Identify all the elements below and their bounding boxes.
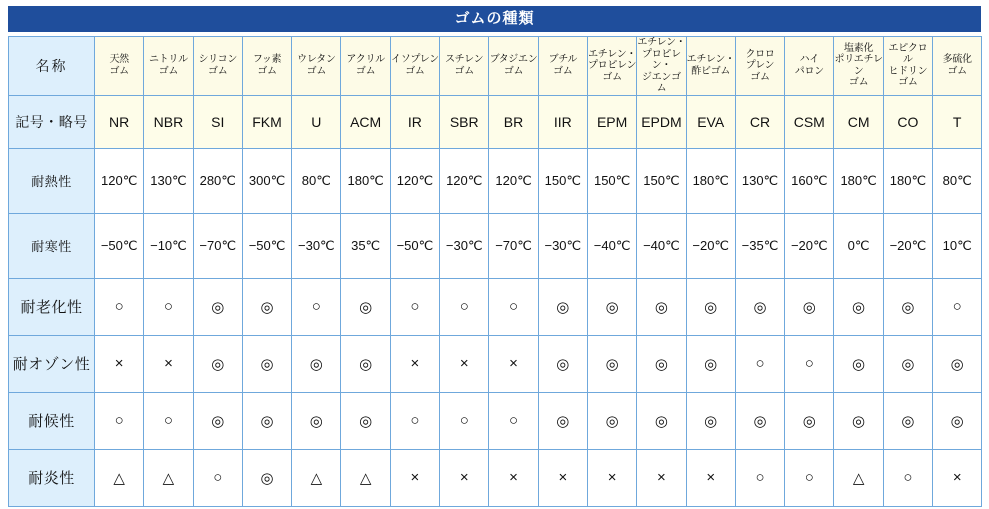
cell-cold-sbr: −30℃ [440,213,489,278]
column-header-line: ゴム [158,65,179,77]
cell-aging-nbr: ○ [144,278,193,335]
column-header-line: ゴム [553,65,573,77]
cell-aging-br: ○ [489,278,538,335]
cell-name-si [193,37,242,96]
table-row [9,95,982,148]
column-header-line: ゴム [602,71,622,83]
column-header-line: ゴム [355,65,376,77]
cell-flame-iir: × [538,449,587,506]
row-header-cold: 耐寒性 [9,213,95,278]
column-header-line: ゴム [947,65,967,77]
cell-ozone-nr: × [95,335,144,392]
column-header-line: ゴム [306,65,327,77]
cell-weather-ir: ○ [390,392,439,449]
cell-weather-si: ◎ [193,392,242,449]
cell-symbol-ir: IR [390,95,439,148]
cell-heat-ir: 120℃ [390,148,439,213]
cell-symbol-nbr: NBR [144,95,193,148]
cell-heat-co: 180℃ [883,148,932,213]
cell-name-br [489,37,538,96]
cell-heat-epm: 150℃ [587,148,636,213]
cell-ozone-csm: ○ [785,335,834,392]
cell-ozone-iir: ◎ [538,335,587,392]
cell-weather-co: ◎ [883,392,932,449]
cell-flame-epm: × [587,449,636,506]
cell-cold-br: −70℃ [489,213,538,278]
cell-symbol-eva: EVA [686,95,735,148]
cell-symbol-co: CO [883,95,932,148]
column-header-line: ハイ [799,54,819,66]
cell-weather-cr: ◎ [735,392,784,449]
cell-ozone-cr: ○ [735,335,784,392]
cell-flame-epdm: × [637,449,686,506]
column-header-line: ゴム [750,71,770,83]
column-header-line: ゴム [257,65,277,77]
cell-weather-acm: ◎ [341,392,390,449]
cell-flame-cm: △ [834,449,883,506]
cell-heat-t: 80℃ [933,148,982,213]
cell-ozone-fkm: ◎ [242,335,291,392]
cell-heat-br: 120℃ [489,148,538,213]
cell-flame-sbr: × [440,449,489,506]
cell-heat-epdm: 150℃ [637,148,686,213]
cell-weather-epdm: ◎ [637,392,686,449]
column-header-line: ゴム [208,65,228,77]
cell-aging-cm: ◎ [834,278,883,335]
cell-flame-csm: ○ [785,449,834,506]
cell-cold-u: −30℃ [292,213,341,278]
cell-symbol-iir: IIR [538,95,587,148]
cell-ozone-br: × [489,335,538,392]
cell-symbol-fkm: FKM [242,95,291,148]
column-header-line: エチレン・ [686,54,735,66]
column-header-line: エピクロル [888,42,928,66]
cell-symbol-cr: CR [735,95,784,148]
cell-symbol-t: T [933,95,982,148]
cell-aging-cr: ◎ [735,278,784,335]
cell-heat-si: 280℃ [193,148,242,213]
column-header-line: エチレン・ [637,37,686,48]
column-header-line: プロピレン・ [642,48,681,71]
cell-weather-t: ◎ [933,392,982,449]
column-header-line: シリコン [198,54,238,66]
cell-cold-eva: −20℃ [686,213,735,278]
column-header-line: ヒドリン [888,65,928,77]
cell-aging-ir: ○ [390,278,439,335]
cell-weather-sbr: ○ [440,392,489,449]
cell-symbol-u: U [292,95,341,148]
cell-heat-fkm: 300℃ [242,148,291,213]
row-header-name: 名称 [9,37,95,96]
cell-heat-iir: 150℃ [538,148,587,213]
cell-weather-cm: ◎ [834,392,883,449]
cell-aging-epdm: ◎ [637,278,686,335]
cell-cold-fkm: −50℃ [242,213,291,278]
cell-heat-cm: 180℃ [834,148,883,213]
cell-flame-cr: ○ [735,449,784,506]
column-header-line: スチレン [445,54,484,66]
cell-heat-cr: 130℃ [735,148,784,213]
cell-heat-nr: 120℃ [95,148,144,213]
cell-ozone-nbr: × [144,335,193,392]
column-header-line: ゴム [848,77,869,89]
cell-weather-u: ◎ [292,392,341,449]
cell-cold-cm: 0℃ [834,213,883,278]
column-header-line: ブタジエン [489,54,538,66]
cell-flame-br: × [489,449,538,506]
cell-name-cr [735,37,784,96]
column-header-line: アクリル [346,54,385,66]
cell-ozone-cm: ◎ [834,335,883,392]
cell-ozone-acm: ◎ [341,335,390,392]
cell-name-csm [785,37,834,96]
cell-weather-nbr: ○ [144,392,193,449]
table-row [9,335,982,392]
cell-name-acm [341,37,390,96]
cell-name-u [292,37,341,96]
cell-ozone-epdm: ◎ [637,335,686,392]
column-header-line: ゴム [405,65,425,77]
column-header-line: ウレタン [297,54,336,66]
column-header-line: ジエンゴム [642,71,681,94]
column-header-line: パロン [794,65,824,77]
table-row [9,213,982,278]
cell-heat-eva: 180℃ [686,148,735,213]
cell-flame-nbr: △ [144,449,193,506]
cell-ozone-epm: ◎ [587,335,636,392]
cell-ozone-co: ◎ [883,335,932,392]
cell-cold-ir: −50℃ [390,213,439,278]
column-header-line: ブチル [548,54,578,66]
page-title: ゴムの種類 [8,6,981,32]
column-header-line: エチレン・ [588,48,637,60]
cell-cold-csm: −20℃ [785,213,834,278]
column-header-line: 塩素化 [844,42,874,54]
cell-aging-epm: ◎ [587,278,636,335]
cell-flame-u: △ [292,449,341,506]
cell-aging-t: ○ [933,278,982,335]
column-header-line: 多硫化 [942,54,972,66]
row-header-ozone: 耐オゾン性 [9,335,95,392]
cell-cold-si: −70℃ [193,213,242,278]
rubber-types-table [8,36,982,507]
table-row [9,278,982,335]
cell-cold-iir: −30℃ [538,213,587,278]
column-header-line: ゴム [503,65,524,77]
cell-ozone-ir: × [390,335,439,392]
cell-flame-ir: × [390,449,439,506]
cell-weather-nr: ○ [95,392,144,449]
cell-ozone-eva: ◎ [686,335,735,392]
cell-aging-csm: ◎ [785,278,834,335]
cell-heat-nbr: 130℃ [144,148,193,213]
column-header-line: プロピレン [587,60,637,71]
cell-name-nbr [144,37,193,96]
column-header-line: イソプレン [391,54,439,66]
cell-cold-epm: −40℃ [587,213,636,278]
table-body [9,37,982,507]
column-header-line: ゴム [109,65,129,77]
row-header-symbol: 記号・略号 [9,95,95,148]
cell-weather-iir: ◎ [538,392,587,449]
cell-name-fkm [242,37,291,96]
cell-ozone-u: ◎ [292,335,341,392]
cell-aging-eva: ◎ [686,278,735,335]
cell-aging-iir: ◎ [538,278,587,335]
cell-flame-acm: △ [341,449,390,506]
cell-flame-fkm: ◎ [242,449,291,506]
cell-flame-t: × [933,449,982,506]
cell-name-eva [686,37,735,96]
column-header-line: ゴム [454,65,474,77]
cell-name-co [883,37,932,96]
cell-flame-nr: △ [95,449,144,506]
cell-aging-sbr: ○ [440,278,489,335]
cell-symbol-si: SI [193,95,242,148]
column-header-line: クロロ [745,48,775,60]
cell-aging-acm: ◎ [341,278,390,335]
cell-cold-epdm: −40℃ [637,213,686,278]
cell-aging-si: ◎ [193,278,242,335]
cell-heat-sbr: 120℃ [440,148,489,213]
cell-weather-csm: ◎ [785,392,834,449]
cell-flame-eva: × [686,449,735,506]
cell-symbol-epm: EPM [587,95,636,148]
cell-symbol-acm: ACM [341,95,390,148]
cell-flame-si: ○ [193,449,242,506]
cell-cold-co: −20℃ [883,213,932,278]
cell-flame-co: ○ [883,449,932,506]
table-row [9,37,982,96]
column-header-line: ゴム [898,77,918,89]
cell-symbol-epdm: EPDM [637,95,686,148]
cell-symbol-csm: CSM [785,95,834,148]
row-header-flame: 耐炎性 [9,449,95,506]
cell-name-epdm [637,37,686,96]
cell-aging-nr: ○ [95,278,144,335]
cell-name-sbr [440,37,489,96]
column-header-line: プレン [745,60,775,71]
cell-aging-co: ◎ [883,278,932,335]
cell-cold-t: 10℃ [933,213,982,278]
row-header-weather: 耐候性 [9,392,95,449]
table-row [9,449,982,506]
cell-aging-fkm: ◎ [242,278,291,335]
cell-symbol-cm: CM [834,95,883,148]
cell-heat-csm: 160℃ [785,148,834,213]
cell-name-iir [538,37,587,96]
row-header-heat: 耐熱性 [9,148,95,213]
cell-ozone-sbr: × [440,335,489,392]
cell-cold-acm: 35℃ [341,213,390,278]
cell-symbol-br: BR [489,95,538,148]
column-header-line: ニトリル [149,54,188,66]
column-header-line: 酢ビゴム [691,65,731,77]
cell-name-ir [390,37,439,96]
cell-aging-u: ○ [292,278,341,335]
table-row [9,392,982,449]
cell-weather-epm: ◎ [587,392,636,449]
cell-ozone-si: ◎ [193,335,242,392]
cell-cold-nbr: −10℃ [144,213,193,278]
cell-symbol-nr: NR [95,95,144,148]
cell-weather-br: ○ [489,392,538,449]
row-header-aging: 耐老化性 [9,278,95,335]
column-header-line: ポリエチレン [834,54,883,77]
cell-cold-cr: −35℃ [735,213,784,278]
table-row [9,148,982,213]
cell-symbol-sbr: SBR [440,95,489,148]
cell-weather-eva: ◎ [686,392,735,449]
cell-cold-nr: −50℃ [95,213,144,278]
cell-name-nr [95,37,144,96]
cell-heat-acm: 180℃ [341,148,390,213]
cell-name-epm [587,37,636,96]
column-header-line: 天然 [109,54,129,66]
column-header-line: フッ素 [252,54,282,66]
cell-ozone-t: ◎ [933,335,982,392]
cell-heat-u: 80℃ [292,148,341,213]
cell-weather-fkm: ◎ [242,392,291,449]
cell-name-t [933,37,982,96]
cell-name-cm [834,37,883,96]
